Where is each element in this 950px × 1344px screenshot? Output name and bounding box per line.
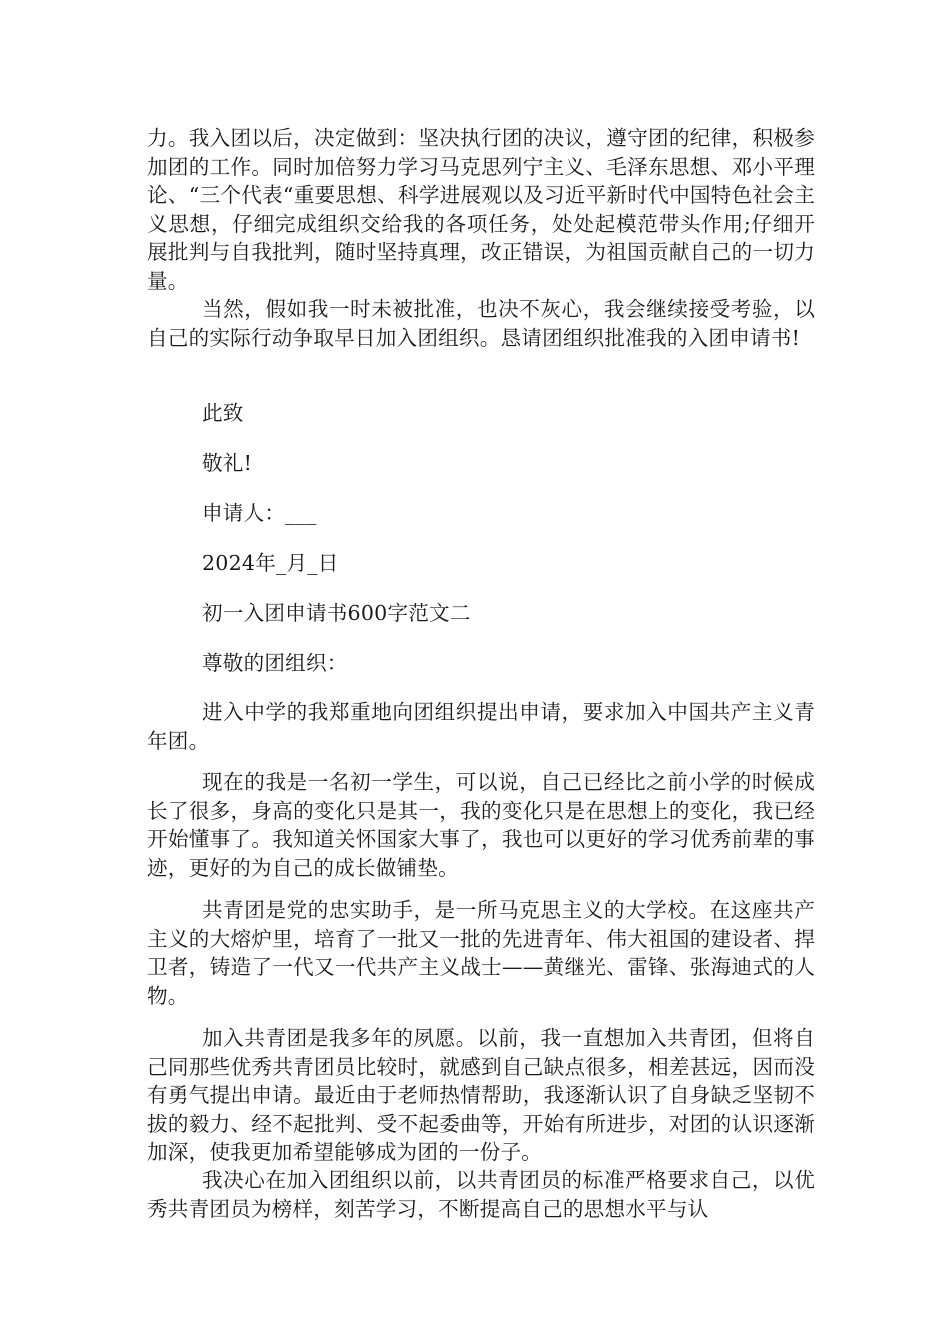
paragraph-long-held-wish: 加入共青团是我多年的夙愿。以前，我一直想加入共青团，但将自己同那些优秀共青团员比较时，就感到自己缺点很多，相差甚远，因而没有勇气提出申请。最近由于老师热情帮助，我逐渐认识了自身缺乏坚韧不拔的毅力、经不起批判、受不起委曲等，开始有所进步，对团的认识逐渐加深，使我更加希望能够成为团的一份子。	[147, 1026, 815, 1164]
sample-two-title: 初一入团申请书600字范文二	[202, 601, 471, 625]
salutation-jingli: 敬礼!	[202, 451, 253, 475]
paragraph-if-not-approved: 当然，假如我一时未被批准，也决不灰心，我会继续接受考验，以自己的实际行动争取早日加入团组织。恳请团组织批准我的入团申请书!	[147, 297, 815, 350]
date-line: 2024年_月_日	[202, 551, 339, 575]
greeting-line: 尊敬的团组织：	[202, 651, 348, 675]
salutation-cizhi: 此致	[202, 401, 244, 425]
paragraph-league-description: 共青团是党的忠实助手，是一所马克思主义的大学校。在这座共产主义的大熔炉里，培育了一批又一批的先进青年、伟大祖国的建设者、捍卫者，铸造了一代又一代共产主义战士——黄继光、雷锋、张海迪式的人物。	[147, 898, 815, 1008]
paragraph-application-statement: 进入中学的我郑重地向团组织提出申请，要求加入中国共产主义青年团。	[147, 700, 815, 753]
applicant-line: 申请人：___	[202, 501, 317, 525]
paragraph-determination: 我决心在加入团组织以前，以共青团员的标准严格要求自己，以优秀共青团员为榜样，刻苦学习，不断提高自己的思想水平与认	[147, 1168, 815, 1221]
paragraph-growth: 现在的我是一名初一学生，可以说，自己已经比之前小学的时候成长了很多，身高的变化只是其一，我的变化只是在思想上的变化，我已经开始懂事了。我知道关怀国家大事了，我也可以更好的学习优秀前辈的事迹，更好的为自己的成长做铺垫。	[147, 770, 815, 880]
paragraph-continuation: 力。我入团以后，决定做到：坚决执行团的决议，遵守团的纪律，积极参加团的工作。同时加倍努力学习马克思列宁主义、毛泽东思想、邓小平理论、“三个代表“重要思想、科学进展观以及习近平新时代中国特色社会主义思想，仔细完成组织交给我的各项任务，处处起模范带头作用;仔细开展批判与自我批判，随时坚持真理，改正错误，为祖国贡献自己的一切力量。	[147, 126, 815, 293]
